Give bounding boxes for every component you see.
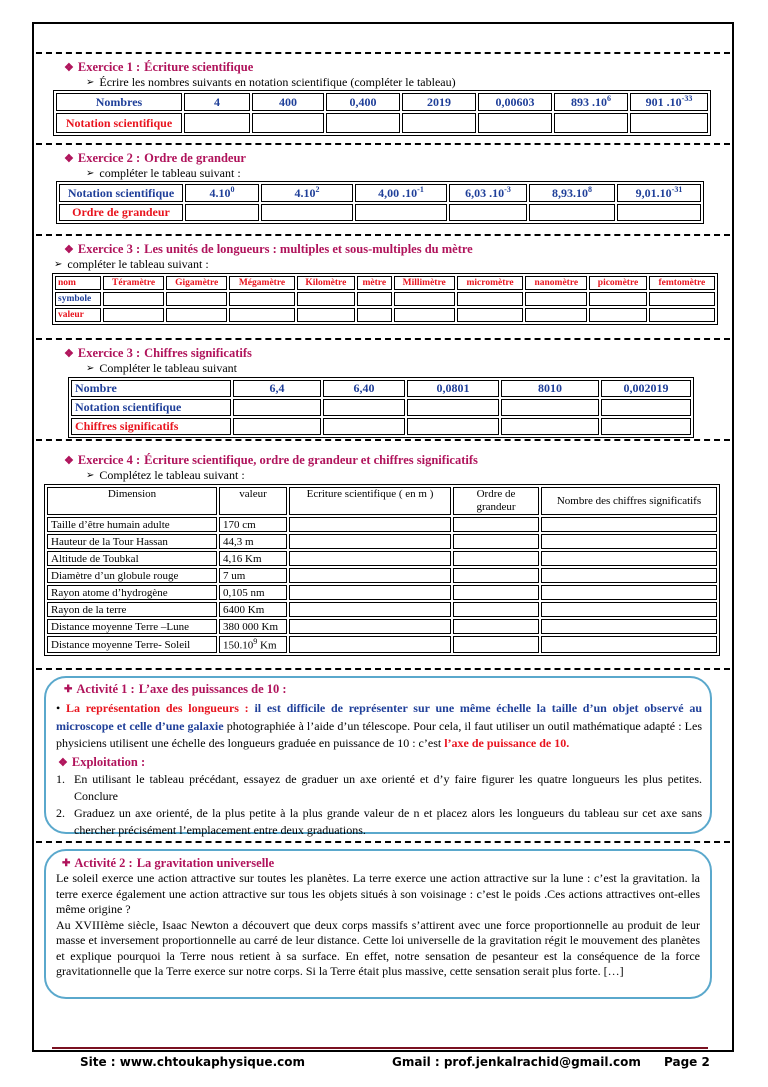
answer-cell[interactable] xyxy=(289,534,451,549)
highlight-blue: il est difficile de représenter sur une même échelle la taille d’un objet observé au microscope et celle d’une galaxie xyxy=(56,701,703,733)
separator xyxy=(36,143,730,145)
answer-cell[interactable] xyxy=(529,204,615,221)
diamond-bullet-icon: ❖ xyxy=(64,62,74,74)
answer-cell[interactable] xyxy=(453,517,539,532)
question-text: En utilisant le tableau précédant, essayez de graduer un axe orienté et d’y faire figurer les quatre longueurs les plus petites. Conclure xyxy=(74,771,702,803)
exercise-title xyxy=(64,346,730,361)
exercise-name: Ordre de grandeur xyxy=(144,151,246,165)
answer-cell[interactable] xyxy=(453,534,539,549)
arrow-bullet-icon: ➢ xyxy=(86,76,95,88)
exercise-2 xyxy=(36,151,730,224)
footer-page-number: Page 2 xyxy=(664,1055,710,1069)
answer-cell[interactable] xyxy=(289,517,451,532)
value-base: 150.10 xyxy=(223,639,254,652)
answer-cell[interactable] xyxy=(601,399,691,416)
answer-cell[interactable] xyxy=(407,399,499,416)
table-cell xyxy=(554,93,628,111)
table-cell: 0,0801 xyxy=(407,380,499,397)
answer-cell[interactable] xyxy=(233,418,321,435)
exercise-name: Écriture scientifique xyxy=(144,60,254,74)
answer-cell[interactable] xyxy=(541,517,717,532)
answer-cell[interactable] xyxy=(184,113,250,133)
exercise-number: Exercice 1 : xyxy=(77,60,141,74)
value-unit: Km xyxy=(260,639,277,652)
question-text: Graduez un axe orienté, de la plus petite à la plus grande valeur de n et placez alors les longueurs du tableau sur cet axe sans chercher précisément l’emplacement entre deux graduations. xyxy=(74,805,702,837)
row-label: Notation scientifique xyxy=(56,113,182,133)
answer-cell[interactable] xyxy=(453,619,539,634)
value-exponent: -3 xyxy=(504,185,511,194)
table-cell xyxy=(355,184,447,202)
table-cell xyxy=(185,184,259,202)
answer-cell[interactable] xyxy=(103,308,164,322)
column-header: nom xyxy=(55,276,101,290)
separator xyxy=(36,439,730,441)
answer-cell[interactable] xyxy=(289,568,451,583)
arrow-bullet-icon: ➢ xyxy=(54,258,63,270)
activity-number: Activité 1 : xyxy=(76,682,135,696)
answer-cell[interactable] xyxy=(501,418,599,435)
column-header: Téramètre xyxy=(103,276,164,290)
exercise-name: Écriture scientifique, ordre de grandeur et chiffres significatifs xyxy=(144,453,478,467)
answer-cell[interactable] xyxy=(394,292,455,306)
row-label: Chiffres significatifs xyxy=(71,418,231,435)
answer-cell[interactable] xyxy=(478,113,552,133)
exercise-3-significant-figures xyxy=(36,346,730,438)
footer-rule xyxy=(52,1047,708,1049)
answer-cell[interactable] xyxy=(185,204,259,221)
table-cell: 2019 xyxy=(402,93,476,111)
answer-cell[interactable] xyxy=(289,585,451,600)
table-cell xyxy=(261,184,353,202)
activity-name: L’axe des puissances de 10 : xyxy=(138,682,287,696)
exercise-4 xyxy=(36,453,730,656)
column-header: Nombre des chiffres significatifs xyxy=(541,487,717,515)
body-text: photographiée à l’aide d’un télescope. Pour cela, il faut utiliser un outil mathématique adapté : Les physiciens utilisent une échelle des longueurs graduée en puissance de 10 : c’est xyxy=(56,718,703,750)
table-cell: 0,00603 xyxy=(478,93,552,111)
dimension-cell: Distance moyenne Terre –Lune xyxy=(47,619,217,634)
exercise-name: Les unités de longueurs : multiples et sous-multiples du mètre xyxy=(144,242,473,256)
answer-cell[interactable] xyxy=(402,113,476,133)
bullet-icon: • xyxy=(56,701,61,715)
exercise-3-units xyxy=(36,242,730,325)
answer-cell[interactable] xyxy=(289,551,451,566)
instruction-text: Écrire les nombres suivants en notation scientifique (compléter le tableau) xyxy=(99,74,456,89)
value-base: 8,93.10 xyxy=(552,186,588,200)
column-header: nanomètre xyxy=(525,276,587,290)
table-cell: 4 xyxy=(184,93,250,111)
answer-cell[interactable] xyxy=(453,551,539,566)
instruction-text: Complétez le tableau suivant : xyxy=(99,467,245,482)
diamond-bullet-icon: ❖ xyxy=(58,756,68,769)
exercise-1-table xyxy=(53,90,711,136)
question-number: 2. xyxy=(56,805,65,820)
answer-cell[interactable] xyxy=(289,636,451,653)
arrow-bullet-icon: ➢ xyxy=(86,167,95,179)
answer-cell[interactable] xyxy=(501,399,599,416)
column-header: femtomètre xyxy=(649,276,715,290)
exploitation-title xyxy=(58,755,702,770)
answer-cell[interactable] xyxy=(589,308,647,322)
exercise-2-table xyxy=(56,181,704,224)
answer-cell[interactable] xyxy=(297,308,355,322)
arrow-bullet-icon: ➢ xyxy=(86,362,95,374)
row-label: Notation scientifique xyxy=(71,399,231,416)
value-base: 4,00 .10 xyxy=(378,186,418,200)
value-cell: 380 000 Km xyxy=(219,619,287,634)
activity-2-box xyxy=(44,849,712,999)
diamond-bullet-icon: ❖ xyxy=(64,348,74,360)
instruction xyxy=(86,75,730,89)
exercise-number: Exercice 3 : xyxy=(77,242,141,256)
activity-paragraph: Au XVIIIème siècle, Isaac Newton a découvert que deux corps massifs s’attirent avec une force proportionnelle au produit de leur masse et inversement proportionnelle au carré de leur distance. Cette loi universelle de la gravitation régit le mouvement des planètes et explique pourquoi la Terre nous retient à sa surface. En effet, notre sensation de pesanteur est la conséquence de la force gravitationnelle que la Terre exerce sur notre corps. Si la Terre était plus massive, cette sensation serait plus forte. […] xyxy=(56,917,700,978)
row-label: Ordre de grandeur xyxy=(59,204,183,221)
exercise-1 xyxy=(36,60,730,136)
dimensions-table xyxy=(44,484,720,656)
column-header: micromètre xyxy=(457,276,524,290)
table-cell: 6,40 xyxy=(323,380,405,397)
dimension-cell: Rayon de la terre xyxy=(47,602,217,617)
instruction-text: Compléter le tableau suivant xyxy=(99,360,238,375)
table-cell: 8010 xyxy=(501,380,599,397)
exploitation-label: Exploitation : xyxy=(71,754,146,769)
answer-cell[interactable] xyxy=(355,204,447,221)
value-exponent: -31 xyxy=(671,185,683,194)
activity-number: Activité 2 : xyxy=(74,856,133,870)
answer-cell[interactable] xyxy=(630,113,708,133)
answer-cell[interactable] xyxy=(457,292,524,306)
answer-cell[interactable] xyxy=(323,399,405,416)
footer-site[interactable]: Site : www.chtoukaphysique.com xyxy=(80,1055,305,1069)
exercise-title xyxy=(64,242,730,257)
row-label: Nombres xyxy=(56,93,182,111)
diamond-bullet-icon: ❖ xyxy=(64,153,74,165)
row-label: Nombre xyxy=(71,380,231,397)
separator xyxy=(36,338,730,340)
row-label: Notation scientifique xyxy=(59,184,183,202)
value-cell: 7 um xyxy=(219,568,287,583)
value-cell: 0,105 nm xyxy=(219,585,287,600)
answer-cell[interactable] xyxy=(357,292,392,306)
units-table xyxy=(52,273,718,325)
answer-cell[interactable] xyxy=(252,113,324,133)
answer-cell[interactable] xyxy=(453,585,539,600)
answer-cell[interactable] xyxy=(601,418,691,435)
answer-cell[interactable] xyxy=(233,399,321,416)
answer-cell[interactable] xyxy=(541,534,717,549)
exercise-title xyxy=(64,453,730,468)
dimension-cell: Taille d’être humain adulte xyxy=(47,517,217,532)
activity-title xyxy=(64,682,702,697)
question-1 xyxy=(56,771,702,805)
value-exponent: -33 xyxy=(681,94,693,103)
answer-cell[interactable] xyxy=(453,636,539,653)
answer-cell[interactable] xyxy=(554,113,628,133)
exercise-number: Exercice 2 : xyxy=(77,151,141,165)
column-header: Millimètre xyxy=(394,276,455,290)
separator xyxy=(36,841,730,843)
answer-cell[interactable] xyxy=(649,292,715,306)
answer-cell[interactable] xyxy=(541,568,717,583)
exercise-title xyxy=(64,60,730,75)
answer-cell[interactable] xyxy=(289,602,451,617)
answer-cell[interactable] xyxy=(457,308,524,322)
row-label: valeur xyxy=(55,308,101,322)
dimension-cell: Distance moyenne Terre- Soleil xyxy=(47,636,217,653)
diamond-bullet-icon: ❖ xyxy=(64,244,74,256)
diamond-bullet-icon: ❖ xyxy=(64,455,74,467)
activity-name: La gravitation universelle xyxy=(136,856,275,870)
value-cell: 6400 Km xyxy=(219,602,287,617)
footer-gmail[interactable]: Gmail : prof.jenkalrachid@gmail.com xyxy=(392,1055,641,1069)
answer-cell[interactable] xyxy=(289,619,451,634)
value-base: 4.10 xyxy=(209,186,231,200)
answer-cell[interactable] xyxy=(649,308,715,322)
answer-cell[interactable] xyxy=(407,418,499,435)
answer-cell[interactable] xyxy=(541,636,717,653)
dimension-cell: Altitude de Toubkal xyxy=(47,551,217,566)
value-base: 4.10 xyxy=(294,186,316,200)
value-exponent: -1 xyxy=(417,185,424,194)
answer-cell[interactable] xyxy=(541,602,717,617)
column-header: Kilomètre xyxy=(297,276,355,290)
exercise-number: Exercice 4 : xyxy=(77,453,141,467)
highlight-red: La représentation des longueurs : xyxy=(65,701,249,715)
row-label: symbole xyxy=(55,292,101,306)
answer-cell[interactable] xyxy=(394,308,455,322)
instruction xyxy=(86,468,730,482)
value-exponent: 6 xyxy=(607,94,611,103)
instruction xyxy=(54,257,730,271)
activity-1-box xyxy=(44,676,712,837)
answer-cell[interactable] xyxy=(453,602,539,617)
instruction-text: compléter le tableau suivant : xyxy=(67,256,209,271)
question-number: 1. xyxy=(56,771,65,786)
answer-cell[interactable] xyxy=(261,204,353,221)
table-cell xyxy=(617,184,701,202)
answer-cell[interactable] xyxy=(525,308,587,322)
instruction xyxy=(86,166,730,180)
separator xyxy=(36,52,730,54)
value-cell xyxy=(219,636,287,653)
answer-cell[interactable] xyxy=(541,551,717,566)
answer-cell[interactable] xyxy=(103,292,164,306)
value-base: 901 .10 xyxy=(645,95,682,109)
pin-icon: ✚ xyxy=(62,858,71,869)
value-exponent: 9 xyxy=(253,637,258,647)
table-cell: 6,4 xyxy=(233,380,321,397)
dimension-cell: Hauteur de la Tour Hassan xyxy=(47,534,217,549)
exercise-number: Exercice 3 : xyxy=(77,346,141,360)
answer-cell[interactable] xyxy=(589,292,647,306)
column-header: picomètre xyxy=(589,276,647,290)
arrow-bullet-icon: ➢ xyxy=(86,469,95,481)
answer-cell[interactable] xyxy=(166,308,227,322)
pin-icon: ✚ xyxy=(64,684,73,695)
column-header: valeur xyxy=(219,487,287,515)
answer-cell[interactable] xyxy=(525,292,587,306)
activity-paragraph: Le soleil exerce une action attractive sur toutes les planètes. La terre exerce une action attractive sur la lune : c’est la gravitation. la terre exerce également une action attractive sur tous les objets situés à son voisinage : c’est le poids .Ces actions attractives ont-elles même origine ? xyxy=(56,871,700,916)
column-header: Gigamètre xyxy=(166,276,227,290)
instruction xyxy=(86,361,730,375)
exercise-title xyxy=(64,151,730,166)
table-cell: 0,002019 xyxy=(601,380,691,397)
table-cell: 0,400 xyxy=(326,93,400,111)
activity-paragraph xyxy=(56,700,702,753)
answer-cell[interactable] xyxy=(449,204,527,221)
answer-cell[interactable] xyxy=(229,308,294,322)
answer-cell[interactable] xyxy=(323,418,405,435)
answer-cell[interactable] xyxy=(541,585,717,600)
value-cell: 4,16 Km xyxy=(219,551,287,566)
dimension-cell: Diamètre d’un globule rouge xyxy=(47,568,217,583)
table-cell: 400 xyxy=(252,93,324,111)
exercise-name: Chiffres significatifs xyxy=(144,346,252,360)
answer-cell[interactable] xyxy=(229,292,294,306)
answer-cell[interactable] xyxy=(166,292,227,306)
value-base: 893 .10 xyxy=(571,95,607,109)
value-base: 6,03 .10 xyxy=(465,186,505,200)
value-cell: 170 cm xyxy=(219,517,287,532)
value-exponent: 0 xyxy=(230,185,235,194)
table-cell xyxy=(449,184,527,202)
value-cell: 44,3 m xyxy=(219,534,287,549)
activity-title xyxy=(62,856,700,871)
column-header: mètre xyxy=(357,276,392,290)
value-base: 9,01.10 xyxy=(635,186,672,200)
column-header: Ordre de grandeur xyxy=(453,487,539,515)
column-header: Ecriture scientifique ( en m ) xyxy=(289,487,451,515)
question-2 xyxy=(56,805,702,839)
answer-cell[interactable] xyxy=(541,619,717,634)
instruction-text: compléter le tableau suivant : xyxy=(99,165,241,180)
answer-cell[interactable] xyxy=(297,292,355,306)
answer-cell[interactable] xyxy=(617,204,701,221)
value-exponent: 2 xyxy=(315,185,320,194)
answer-cell[interactable] xyxy=(357,308,392,322)
separator xyxy=(36,668,730,670)
value-exponent: 8 xyxy=(588,185,592,194)
dimension-cell: Rayon atome d’hydrogène xyxy=(47,585,217,600)
column-header: Mégamètre xyxy=(229,276,294,290)
answer-cell[interactable] xyxy=(326,113,400,133)
answer-cell[interactable] xyxy=(453,568,539,583)
column-header: Dimension xyxy=(47,487,217,515)
significant-figures-table xyxy=(68,377,694,438)
table-cell xyxy=(630,93,708,111)
highlight-red: l’axe de puissance de 10. xyxy=(444,736,570,750)
table-cell xyxy=(529,184,615,202)
separator xyxy=(36,234,730,236)
